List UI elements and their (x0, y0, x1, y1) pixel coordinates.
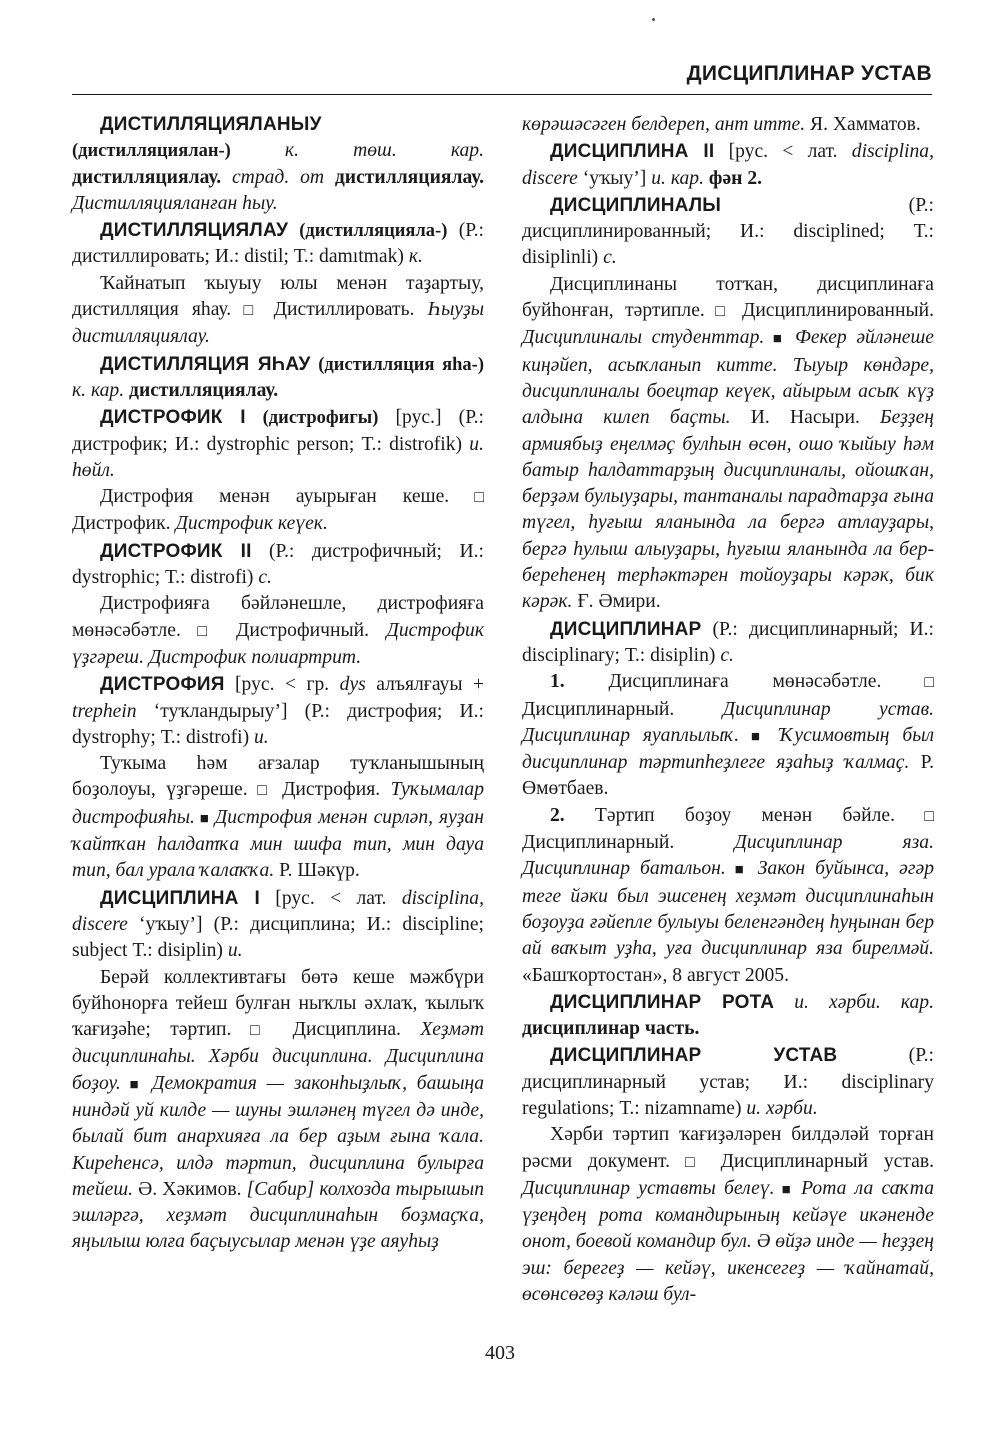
quotation: Дистрофия менән сирләп, яуҙан ҡайтҡан һалдатҡа мин шифа тип, мин дауа тип, бал урала ҡалаҡҡа. (72, 806, 484, 882)
definition: Дисциплинаны тотҡан, дисциплинаға буйһонған, тәртипле. (522, 273, 934, 322)
headword: ДИСЦИПЛИНА I (100, 887, 260, 909)
etymology-word: disciplina, discere (72, 887, 484, 935)
grammar-label: с. (253, 567, 272, 589)
headword: ДИСЦИПЛИНАЛЫ (550, 194, 722, 216)
russian-translation: Дисциплинарный. (522, 832, 675, 854)
quotation: Беҙҙең армиябыҙ еңелмәҫ булһын өсөн, ошо ҡыйыу һәм батыр һалдаттарҙың дисциплиналы, ойошҡан, берҙәм булыуҙары, тантаналы парадтарҙа ғына түгел, һуғыш яланында ла бергә атлауҙары, бергә һулыш алыуҙары, һуғыш яланында ла бер-береһенең терһәктәрен тойоуҙары кәрәк, бик кәрәк. (522, 407, 934, 613)
etymology-word: trephein (72, 700, 137, 722)
etymology: [рус.] (Р.: дистрофик; И.: dystrophic person; Т.: distrofik) (72, 407, 484, 455)
grammar-label: к. төш. кар. (230, 140, 484, 162)
russian-translation: Дисциплина. (292, 1019, 401, 1041)
speck (652, 18, 655, 21)
entry-distillyatsiyalanyu (72, 112, 484, 217)
russian-translation: Дистрофичный. (236, 619, 370, 641)
headword: ДИСТИЛЛЯЦИЯ ЯҺАУ (100, 353, 311, 375)
etymology: ‘уҡыу’] (577, 167, 647, 189)
definition: Ҡайнатып ҡыуыу юлы менән таҙартыу, дистилляция яһау. (72, 272, 484, 321)
etymology: [рус. < лат. (714, 141, 838, 163)
russian-translation: Дисциплинированный. (741, 300, 934, 322)
translation-box-icon: □ (704, 303, 742, 321)
quotation-square-icon: ■ (764, 331, 796, 348)
definition: Берәй коллективтағы бөтә кеше мәжбүри буйһонорға тейеш булған ныҡлы әхлаҡ, ҡылыҡ ҡағиҙәһе; тәртип. (72, 966, 484, 1041)
header-rule (72, 94, 932, 95)
entry-distsiplinar-ustav (522, 1043, 934, 1308)
definition: Дистрофияға бәйләнешле, дистрофияға мөнәсәбәтле. (72, 593, 484, 641)
etymology: алъялғауы + (365, 674, 484, 696)
headword: ДИСТРОФИЯ (100, 674, 225, 696)
grammar-label: и. һөйл. (72, 433, 484, 481)
entry-distrofik-1 (72, 405, 484, 537)
etymology-word: disciplina, discere (522, 141, 934, 189)
headword: ДИСЦИПЛИНАР РОТА (550, 991, 775, 1013)
etymology-word: dys (329, 674, 366, 696)
headword-form: (дистилляцияла-) (288, 221, 448, 242)
example: Туҡымалар дистрофияһы. (72, 779, 484, 828)
page-number: 403 (485, 1342, 515, 1364)
example: Дисциплинар яза. Дисциплинар батальон. (522, 832, 934, 880)
grammar-label: к. кар. (72, 379, 125, 401)
grammar-label: и. хәрби. кар. (774, 991, 934, 1013)
translation-box-icon: □ (231, 302, 274, 320)
russian-translation: Дистиллировать. (273, 299, 415, 321)
definition: Тәртип боҙоу менән бәйле. (564, 804, 895, 826)
headword-form: (дистрофигы) (245, 408, 379, 429)
cross-reference: дистилляциялау. (124, 379, 279, 401)
headword: ДИСТРОФИК I (100, 407, 246, 429)
entry-distsiplinar-rota (522, 990, 934, 1043)
headword-form: (дистилляциялан-) (72, 141, 231, 162)
quotation-square-icon: ■ (739, 728, 780, 745)
example: Дисциплинар устав. Дисциплинар яуаплылыҡ. (522, 698, 934, 746)
entry-distsiplina-1-continued (522, 112, 934, 138)
definition: Хәрби тәртип ҡағиҙәләрен билдәләй торған рәсми документ. (522, 1124, 934, 1172)
example: Дисциплинар уставты белеү. (522, 1177, 775, 1199)
translation-box-icon: □ (449, 489, 484, 507)
translation-box-icon: □ (881, 674, 934, 692)
headword: ДИСЦИПЛИНАР УСТАВ (550, 1045, 838, 1067)
example: Хеҙмәт дисциплинаһы. Хәрби дисциплина. Дисциплина боҙоу. (72, 1019, 484, 1094)
entry-distsiplina-2 (522, 139, 934, 192)
running-head: ДИСЦИПЛИНАР УСТАВ (686, 62, 932, 85)
etymology: (Р.: дисциплинарный; И.: disciplinary; Т.: disiplin) (522, 618, 934, 666)
translation-box-icon: □ (670, 1153, 721, 1171)
definition: Дистрофия менән ауырыған кеше. (100, 486, 450, 508)
entry-distrofik-2 (72, 539, 484, 671)
quotation-author: Я. Хамматов. (805, 114, 921, 135)
grammar-label: и. (249, 726, 269, 748)
etymology: [рус. < гр. (224, 674, 330, 696)
entry-distsiplina-1 (72, 886, 484, 1256)
russian-translation: Дистрофик. (72, 513, 171, 535)
quotation-author: Ғ. Әмири. (572, 591, 661, 613)
translation-box-icon: □ (231, 1022, 293, 1040)
etymology: (Р.: дистрофичный; И.: dystrophic; Т.: distrofi) (72, 540, 484, 589)
etymology: ‘туҡландырыу’] (Р.: дистрофия; И.: dystrophy; Т.: distrofi) (72, 700, 484, 748)
grammar-label: и. кар. (646, 167, 704, 189)
translation-box-icon: □ (180, 622, 237, 640)
entry-distsiplinaly (522, 193, 934, 616)
translation-box-icon: □ (247, 782, 283, 800)
definition: Туҡыма һәм ағзалар туҡланышының боҙолоуы, үҙгәреше. (72, 753, 484, 801)
entry-distillyatsiya-yahau (72, 352, 484, 405)
headword: ДИСТРОФИК II (100, 540, 252, 562)
quotation: көрәшәсәген белдереп, ант итте. (522, 114, 806, 135)
translation-box-icon: □ (895, 807, 934, 825)
entry-distillyatsiyalau (72, 218, 484, 350)
quotation-author: Ә. Хәкимов. (133, 1178, 242, 1200)
quotation: Демократия — законһыҙлыҡ, башыңа ниндәй уй килде — шуны эшләнең түгел дә инде, былай бит анархияға ла бер аҙым ғына ҡала. Киреһенсә, илдә тәртип, дисциплина булырға тейеш. (72, 1072, 484, 1200)
quotation-square-icon: ■ (774, 1181, 802, 1198)
quotation-author: Р. Шәкүр. (274, 860, 360, 882)
quotation-square-icon: ■ (194, 810, 215, 827)
quotation: Фекер әйләнеше киңәйеп, асыҡланып китте. Тыуыр көндәре, дисциплиналы боецтар кеүек, айырым асыҡ күҙ алдына килеп баҫты. (522, 327, 934, 429)
sense-number: 2. (550, 804, 565, 826)
definition: Дисциплинаға мөнәсәбәтле. (564, 671, 882, 693)
grammar-label: к. (403, 246, 423, 268)
grammar-label: и. хәрби. (741, 1097, 818, 1119)
grammar-label: с. (715, 644, 734, 666)
quotation: [Сабир] колхозда тырышып эшләргә, хеҙмәт дисциплинаһын боҙмаҫҡа, яңылыш юлға баҫыусылар менән үҙе аяуһыҙ (72, 1178, 484, 1253)
example: Дистрофик үҙгәреш. Дистрофик полиартрит. (72, 619, 484, 668)
example: Дистилляцияланған һыу. (72, 192, 278, 214)
russian-translation: Дисциплинарный. (522, 698, 675, 720)
cross-reference: дистилляциялау. (72, 166, 222, 188)
cross-reference: дисциплинар часть. (522, 1018, 700, 1040)
entry-distsiplinar (522, 617, 934, 989)
headword: ДИСТИЛЛЯЦИЯЛАНЫУ (100, 114, 322, 135)
headword: ДИСЦИПЛИНА II (550, 141, 715, 163)
headword-form: (дистилляция яһа-) (310, 354, 484, 375)
left-column (72, 112, 484, 1257)
russian-translation: Дистрофия. (282, 779, 381, 801)
example: Дисциплиналы студенттар. (522, 327, 765, 349)
grammar-label: и. (222, 940, 243, 962)
etymology: (Р.: дисциплинарный устав; И.: disciplinary regulations; Т.: nizamname) (522, 1045, 934, 1119)
quotation: Закон буйынса, әгәр теге йәки был эшсенең хеҙмәт дисциплинаһын боҙоуҙа ғәйепле булыуы беленгәндең һуңынан бер ай ваҡыт уҙһа, уға дисциплинар яза бирелмәй. (522, 858, 934, 960)
quotation-author: «Башҡортостан», 8 август 2005. (522, 964, 789, 986)
headword: ДИСЦИПЛИНАР (550, 618, 702, 640)
etymology: ‘уҡыу’] (Р.: дисциплина; И.: discipline; subject Т.: disiplin) (72, 913, 484, 962)
entry-distrofiya (72, 672, 484, 884)
etymology: [рус. < лат. (259, 887, 387, 909)
grammar-label: с. (598, 247, 617, 269)
headword: ДИСТИЛЛЯЦИЯЛАУ (100, 220, 289, 242)
cross-reference: дистилляциялау. (324, 166, 484, 188)
quotation-square-icon: ■ (725, 862, 758, 879)
example: Һыуҙы дистилляциялау. (72, 299, 484, 348)
quotation: Ҡусимовтың был дисциплинар тәртипһеҙлеге яҙаһыҙ ҡалмаҫ. (522, 724, 935, 774)
quotation-author: И. Насыри. (730, 407, 860, 429)
right-column (522, 112, 934, 1309)
etymology: (Р.: дистиллировать; И.: distil; Т.: damıtmak) (72, 220, 485, 268)
russian-translation: Дисциплинарный устав. (720, 1150, 934, 1172)
sense-number: 1. (550, 671, 565, 693)
quotation-author: Р. Өмөтбаев. (522, 752, 934, 800)
example: Дистрофик кеүек. (170, 513, 328, 535)
russian-gloss: страд. от (221, 166, 325, 188)
cross-reference: фән 2. (704, 167, 763, 189)
quotation: Рота ла саҡта үҙеңдең рота командирының кейәүе икәненде онот, боевой командир бул. Ә өйҙә инде — һеҙҙең эш: берегеҙ — кейәү, икенсегеҙ — ҡайнатай, өсөнсөгөҙ кәләш бул- (522, 1177, 934, 1306)
quotation-square-icon: ■ (120, 1076, 153, 1093)
etymology: (Р.: дисциплинированный; И.: disciplined; Т.: disiplinli) (522, 194, 934, 269)
